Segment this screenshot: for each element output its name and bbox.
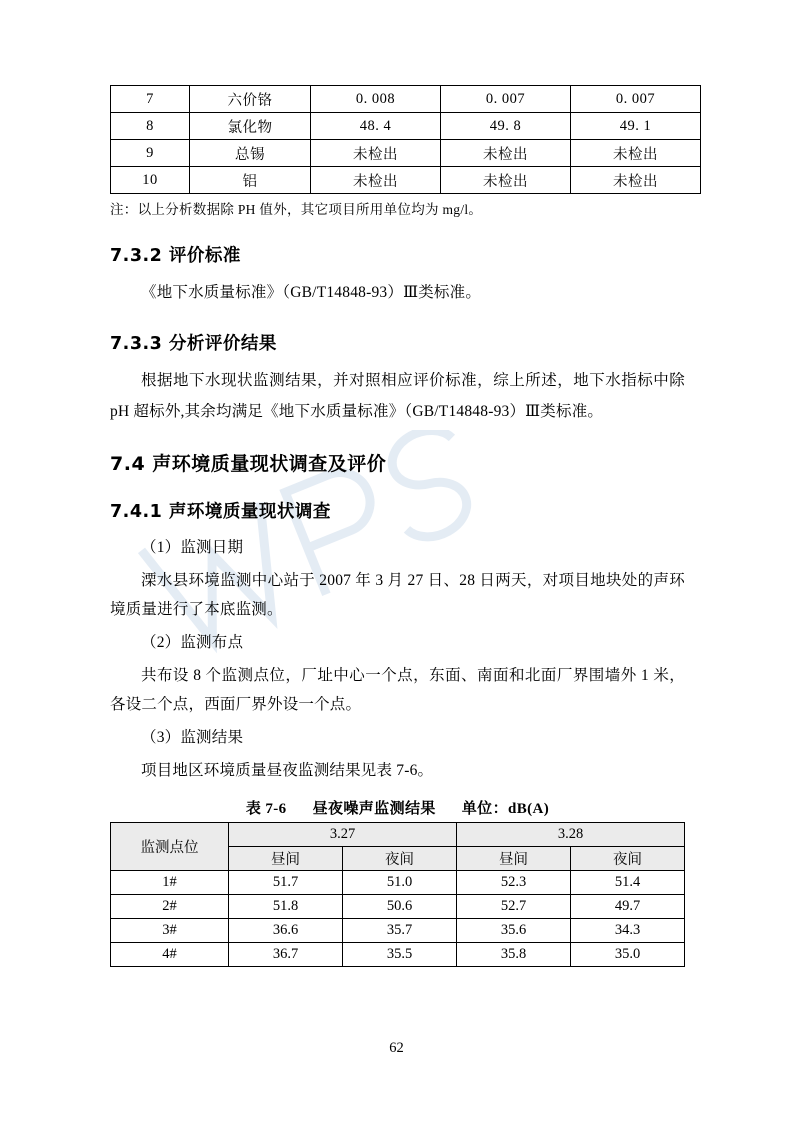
cell-d1-day: 51.8 [229, 895, 343, 919]
paragraph-7-3-2: 《地下水质量标准》（GB/T14848-93）Ⅲ类标准。 [141, 284, 482, 301]
table-row [111, 167, 701, 194]
cell-value-1: 未检出 [311, 140, 441, 167]
cell-value-1: 0. 008 [311, 86, 441, 113]
header-point: 监测点位 [111, 823, 229, 871]
cell-item: 氯化物 [190, 113, 311, 140]
subheader-night-1: 夜间 [343, 847, 457, 871]
header-date-2: 3.28 [457, 823, 685, 847]
table-header-row [111, 823, 685, 847]
header-date-1: 3.27 [229, 823, 457, 847]
subheader-night-2: 夜间 [571, 847, 685, 871]
heading-7-3-2: 7.3.2 评价标准 [110, 246, 241, 266]
cell-d1-night: 50.6 [343, 895, 457, 919]
cell-point: 3# [111, 919, 229, 943]
cell-value-2: 未检出 [441, 167, 571, 194]
table-row [111, 86, 701, 113]
table-row [111, 919, 685, 943]
cell-point: 4# [111, 943, 229, 967]
table-row [111, 871, 685, 895]
subheader-day-1: 昼间 [229, 847, 343, 871]
caption-unit: 单位：dB(A) [461, 801, 550, 817]
cell-d2-night: 51.4 [571, 871, 685, 895]
cell-value-3: 0. 007 [571, 86, 701, 113]
noise-table-caption [110, 797, 685, 818]
cell-d1-night: 51.0 [343, 871, 457, 895]
caption-title: 昼夜噪声监测结果 [312, 801, 436, 817]
cell-value-2: 49. 8 [441, 113, 571, 140]
cell-value-1: 48. 4 [311, 113, 441, 140]
paragraph-7-3-3: 根据地下水现状监测结果，并对照相应评价标准，综上所述，地下水指标中除 pH 超标外,其余均满足《地下水质量标准》（GB/T14848-93）Ⅲ类标准。 [110, 372, 685, 420]
label-monitoring-layout: （2）监测布点 [141, 634, 244, 651]
noise-monitoring-table [110, 822, 685, 967]
cell-point: 1# [111, 871, 229, 895]
subheader-day-2: 昼间 [457, 847, 571, 871]
heading-7-4: 7.4 声环境质量现状调查及评价 [110, 453, 387, 475]
cell-d1-day: 36.7 [229, 943, 343, 967]
cell-d2-day: 52.7 [457, 895, 571, 919]
cell-d2-day: 35.8 [457, 943, 571, 967]
cell-d2-night: 35.0 [571, 943, 685, 967]
table-row [111, 895, 685, 919]
table-row [111, 140, 701, 167]
page-number: 62 [389, 1040, 404, 1056]
cell-value-2: 0. 007 [441, 86, 571, 113]
cell-value-1: 未检出 [311, 167, 441, 194]
cell-d2-night: 49.7 [571, 895, 685, 919]
cell-d1-day: 51.7 [229, 871, 343, 895]
table-note: 注：以上分析数据除 PH 值外，其它项目所用单位均为 mg/l。 [110, 202, 483, 217]
cell-value-3: 49. 1 [571, 113, 701, 140]
cell-no: 7 [111, 86, 190, 113]
cell-item: 铝 [190, 167, 311, 194]
cell-no: 8 [111, 113, 190, 140]
groundwater-monitoring-table [110, 85, 701, 194]
cell-d1-night: 35.7 [343, 919, 457, 943]
cell-value-2: 未检出 [441, 140, 571, 167]
cell-d2-night: 34.3 [571, 919, 685, 943]
cell-no: 9 [111, 140, 190, 167]
cell-d1-day: 36.6 [229, 919, 343, 943]
caption-number: 表 7-6 [245, 801, 287, 817]
label-monitoring-date: （1）监测日期 [141, 539, 244, 556]
paragraph-monitoring-layout: 共布设 8 个监测点位，厂址中心一个点，东面、南面和北面厂界围墙外 1 米，各设二个点，西面厂界外设一个点。 [110, 667, 685, 713]
table-row [111, 943, 685, 967]
heading-7-4-1: 7.4.1 声环境质量现状调查 [110, 502, 331, 522]
cell-item: 总锡 [190, 140, 311, 167]
cell-d2-day: 35.6 [457, 919, 571, 943]
cell-point: 2# [111, 895, 229, 919]
paragraph-monitoring-results: 项目地区环境质量昼夜监测结果见表 7-6。 [141, 762, 434, 779]
cell-value-3: 未检出 [571, 167, 701, 194]
cell-item: 六价铬 [190, 86, 311, 113]
paragraph-monitoring-date: 溧水县环境监测中心站于 2007 年 3 月 27 日、28 日两天，对项目地块处的声环境质量进行了本底监测。 [110, 572, 685, 618]
table-row [111, 113, 701, 140]
label-monitoring-results: （3）监测结果 [141, 729, 244, 746]
cell-d2-day: 52.3 [457, 871, 571, 895]
cell-no: 10 [111, 167, 190, 194]
heading-7-3-3: 7.3.3 分析评价结果 [110, 334, 277, 354]
cell-value-3: 未检出 [571, 140, 701, 167]
cell-d1-night: 35.5 [343, 943, 457, 967]
